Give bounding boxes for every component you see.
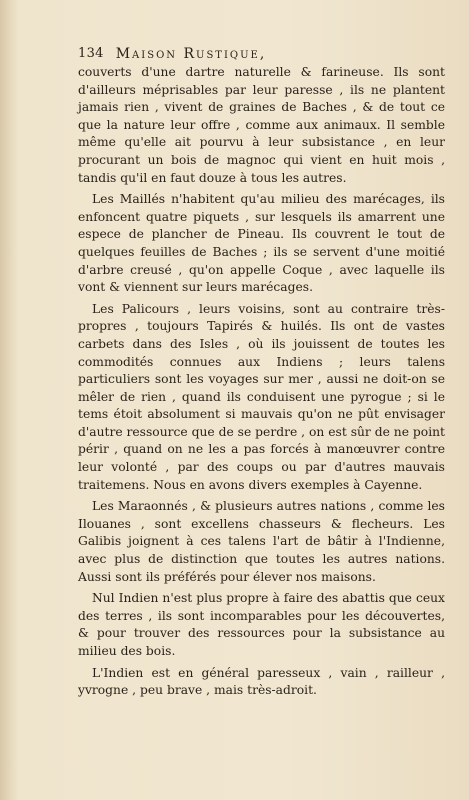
paragraph: Les Maillés n'habitent qu'au milieu des marécages, ils enfoncent quatre piquets , sur lesquels ils amarrent une espece de plancher de Pineau. Ils couvrent le tout de quelques feuilles de Baches ; ils se servent d'une moitié d'arbre creusé , qu'on appelle Coque , avec laquelle ils vont & viennent sur leurs marécages. xyxy=(78,192,445,295)
paragraph: Les Palicours , leurs voisins, sont au contraire très-propres , toujours Tapirés & huilés. Ils ont de vastes carbets dans des Isles , où ils jouissent de toutes les commodités connues aux Indiens ; leurs talens particuliers sont les voyages sur mer , aussi ne doit-on se mêler de rien , quand ils conduisent une pyrogue ; si le tems étoit absolument si mauvais qu'on ne pût envisager d'autre ressource que de se perdre , on est sûr de ne point périr , quand on ne les a pas forcés à manœuvrer contre leur volonté , par des coups ou par d'autres mauvais traitemens. Nous en avons divers exemples à Cayenne. xyxy=(78,301,445,492)
body-text xyxy=(78,64,445,704)
paragraph: couverts d'une dartre naturelle & farineuse. Ils sont d'ailleurs méprisables par leur paresse , ils ne plantent jamais rien , vivent de graines de Baches , & de tout ce que la nature leur offre , comme aux animaux. Il semble même qu'elle ait pourvu à leur subsistance , en leur procurant un bois de magnoc qui vient en huit mois , tandis qu'il en faut douze à tous les autres. xyxy=(78,65,445,185)
paragraph: Les Maraonnés , & plusieurs autres nations , comme les Ilouanes , sont excellens chasseurs & flecheurs. Les Galibis joignent à ces talens l'art de bâtir à l'Indienne, avec plus de distinction que toutes les autres nations. Aussi sont ils préférés pour élever nos maisons. xyxy=(78,499,445,584)
paragraph: L'Indien est en général paresseux , vain , railleur , yvrogne , peu brave , mais très-adroit. xyxy=(78,665,445,698)
page-number: 134 xyxy=(78,46,104,61)
running-title: Maison Rustique, xyxy=(115,46,267,62)
page-header xyxy=(78,46,425,62)
paragraph: Nul Indien n'est plus propre à faire des abattis que ceux des terres , ils sont incomparables pour les découvertes, & pour trouver des ressources pour la subsistance au milieu des bois. xyxy=(78,591,445,658)
